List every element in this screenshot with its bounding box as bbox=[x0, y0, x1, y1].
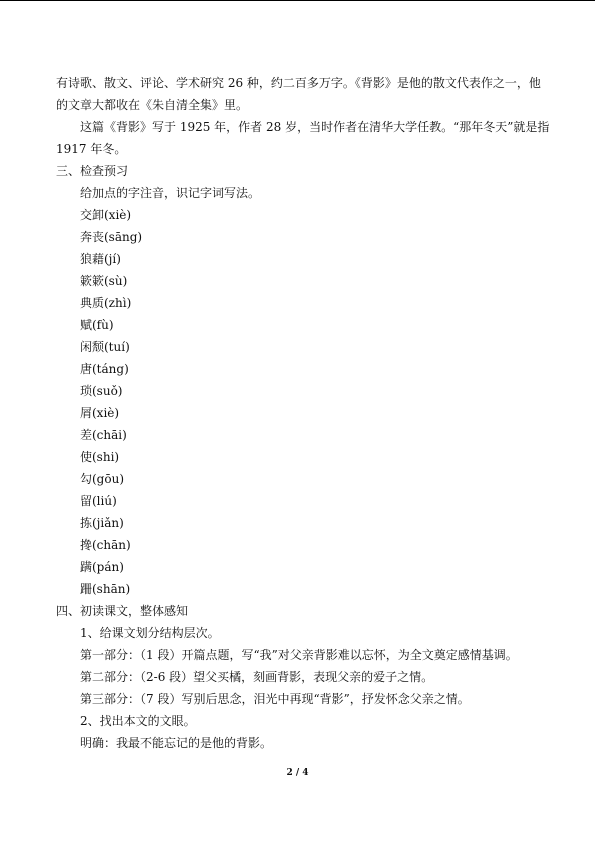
instruction-text: 给加点的字注音，识记字词写法。 bbox=[80, 186, 261, 200]
header-rule bbox=[0, 0, 595, 1]
pinyin-word: 琐(suǒ) bbox=[80, 384, 123, 398]
pinyin-word: 勾(gōu) bbox=[80, 472, 124, 486]
structure-part: 第三部分：（7 段）写别后思念，泪光中再现“背影”，抒发怀念父亲之情。 bbox=[80, 692, 470, 706]
pinyin-word: 使(shi) bbox=[80, 450, 120, 464]
pinyin-word: 唐(táng) bbox=[80, 362, 129, 376]
intro-line: 的文章大都收在《朱自清全集》里。 bbox=[56, 98, 249, 112]
pinyin-word: 赋(fù) bbox=[80, 318, 114, 332]
pinyin-word: 跚(shān) bbox=[80, 582, 131, 596]
pinyin-word: 奔丧(sāng) bbox=[80, 230, 143, 244]
document-body bbox=[56, 72, 550, 754]
answer-text: 明确：我最不能忘记的是他的背影。 bbox=[80, 736, 273, 750]
page-number: 2 / 4 bbox=[286, 768, 309, 778]
question-text: 2、找出本文的文眼。 bbox=[80, 714, 196, 728]
pinyin-word: 闲颓(tuí) bbox=[80, 340, 130, 354]
background-line: 1917 年冬。 bbox=[56, 142, 127, 156]
pinyin-word: 狼藉(jí) bbox=[80, 252, 121, 266]
section-heading: 三、检查预习 bbox=[56, 164, 129, 178]
pinyin-word: 簌簌(sù) bbox=[80, 274, 128, 288]
question-text: 1、给课文划分结构层次。 bbox=[80, 626, 220, 640]
pinyin-word: 拣(jiǎn) bbox=[80, 516, 124, 530]
pinyin-word: 留(liú) bbox=[80, 494, 117, 508]
structure-part: 第一部分：（1 段）开篇点题，写“我”对父亲背影难以忘怀，为全文奠定感情基调。 bbox=[80, 648, 518, 662]
pinyin-word: 屑(xiè) bbox=[80, 406, 120, 420]
intro-line: 有诗歌、散文、评论、学术研究 26 种，约二百多万字。《背影》是他的散文代表作之一，他 bbox=[56, 76, 541, 90]
pinyin-word: 交卸(xiè) bbox=[80, 208, 132, 222]
background-line: 这篇《背影》写于 1925 年，作者 28 岁，当时作者在清华大学任教。“那年冬天”就是指 bbox=[80, 120, 550, 134]
structure-part: 第二部分：（2-6 段）望父买橘，刻画背影，表现父亲的爱子之情。 bbox=[80, 670, 434, 684]
section-heading: 四、初读课文，整体感知 bbox=[56, 604, 189, 618]
pinyin-word: 差(chāi) bbox=[80, 428, 127, 442]
pinyin-word: 搀(chān) bbox=[80, 538, 131, 552]
pinyin-word: 典质(zhì) bbox=[80, 296, 132, 310]
pinyin-word: 蹒(pán) bbox=[80, 560, 124, 574]
